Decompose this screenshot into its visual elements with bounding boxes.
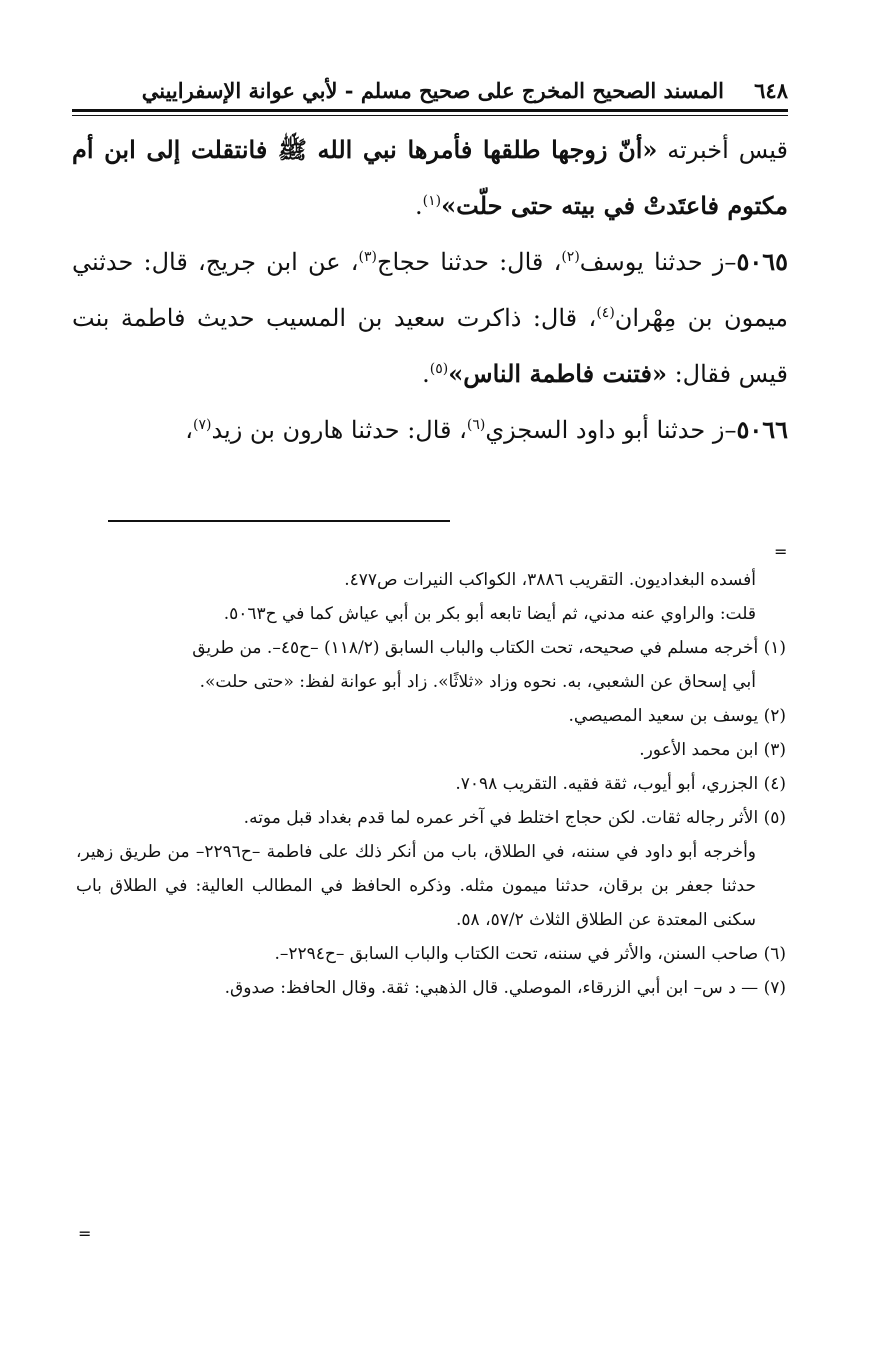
- hadith-number: ٥٠٦٥: [736, 247, 788, 276]
- text-run: .: [415, 192, 423, 220]
- footnote-5-continued: وأخرجه أبو داود في سننه، في الطلاق، باب من أنكر ذلك على فاطمة –ح٢٢٩٦– من طريق زهير، حدثنا جعفر بن برقان، حدثنا ميمون مثله. وذكره الحافظ في المطالب العالية: في الطلاق باب سكنى المعتدة عن الطلاق الثلاث ٥٧/٢، ٥٨.: [76, 842, 757, 930]
- footnotes: [76, 563, 786, 1005]
- text-run: ،: [185, 416, 193, 444]
- footnote-5: (٥) الأثر رجاله ثقات. لكن حجاج اختلط في آخر عمره لما قدم بغداد قبل موته.: [243, 808, 786, 828]
- text-run: –ز حدثنا يوسف: [579, 248, 737, 276]
- footnote-1: (١) أخرجه مسلم في صحيحه، تحت الكتاب والباب السابق (١١٨/٢) –ح٤٥–. من طريق: [192, 638, 786, 658]
- hadith-number: ٥٠٦٦: [736, 415, 788, 444]
- footnote-ref: (٣): [358, 249, 377, 265]
- text-run: ، عن ابن جريج، قال: حدثني ميمون بن مِهْران: [72, 248, 788, 332]
- text-run: ، قال: ذاكرت سعيد بن المسيب حديث فاطمة بنت قيس فقال:: [72, 304, 788, 388]
- footnote-separator: [108, 520, 450, 522]
- footnote-ref: (٧): [192, 417, 212, 433]
- text-run: قيس أخبرته: [657, 136, 789, 164]
- footnote-ref: (٦): [466, 417, 486, 433]
- footnote-carryover: أفسده البغداديون. التقريب ٣٨٨٦، الكواكب النيرات ص٤٧٧.: [344, 570, 756, 590]
- text-run: .: [422, 360, 430, 388]
- main-text: [72, 122, 788, 458]
- footnote-ref: (١): [422, 193, 442, 209]
- text-run: ، قال: حدثنا حجاج: [376, 248, 562, 276]
- paragraph-continuation: [72, 122, 788, 234]
- hadith-5066: [72, 402, 788, 458]
- text-run: –ز حدثنا أبو داود السجزي: [485, 416, 737, 444]
- hadith-quote: «أنّ زوجها طلقها فأمرها نبي الله ﷺ فانتقلت إلى ابن أم مكتوم فاعتَدتْ في بيته حتى حلّت»: [72, 135, 788, 220]
- continuation-mark: =: [78, 1224, 92, 1243]
- footnote-2: (٢) يوسف بن سعيد المصيصي.: [568, 706, 786, 726]
- footnote-ref: (٥): [429, 361, 449, 377]
- continuation-mark: =: [774, 542, 788, 561]
- hadith-5065: [72, 234, 788, 402]
- footnote-3: (٣) ابن محمد الأعور.: [639, 740, 786, 760]
- footnote-carryover: قلت: والراوي عنه مدني، ثم أيضا تابعه أبو بكر بن أبي عياش كما في ح٥٠٦٣.: [223, 604, 756, 624]
- header-rule-thick: [72, 109, 788, 112]
- running-title: المسند الصحيح المخرج على صحيح مسلم - لأبي عوانة الإسفراييني: [141, 78, 724, 103]
- footnote-1-continued: أبي إسحاق عن الشعبي، به. نحوه وزاد «ثلاثًا». زاد أبو عوانة لفظ: «حتى حلت».: [199, 672, 756, 692]
- footnote-ref: (٤): [596, 305, 615, 321]
- page-number: ٦٤٨: [754, 78, 788, 103]
- header-rule-thin: [72, 115, 788, 116]
- footnote-7: (٧) — د س– ابن أبي الزرقاء، الموصلي. قال الذهبي: ثقة. وقال الحافظ: صدوق.: [224, 978, 786, 998]
- page-header: [72, 74, 788, 108]
- hadith-quote: «فتنت فاطمة الناس»: [448, 359, 667, 388]
- footnote-ref: (٢): [561, 249, 580, 265]
- text-run: ، قال: حدثنا هارون بن زيد: [211, 416, 467, 444]
- footnote-6: (٦) صاحب السنن، والأثر في سننه، تحت الكتاب والباب السابق –ح٢٢٩٤–.: [274, 944, 786, 964]
- footnote-4: (٤) الجزري، أبو أيوب، ثقة فقيه. التقريب ٧٠٩٨.: [455, 774, 786, 794]
